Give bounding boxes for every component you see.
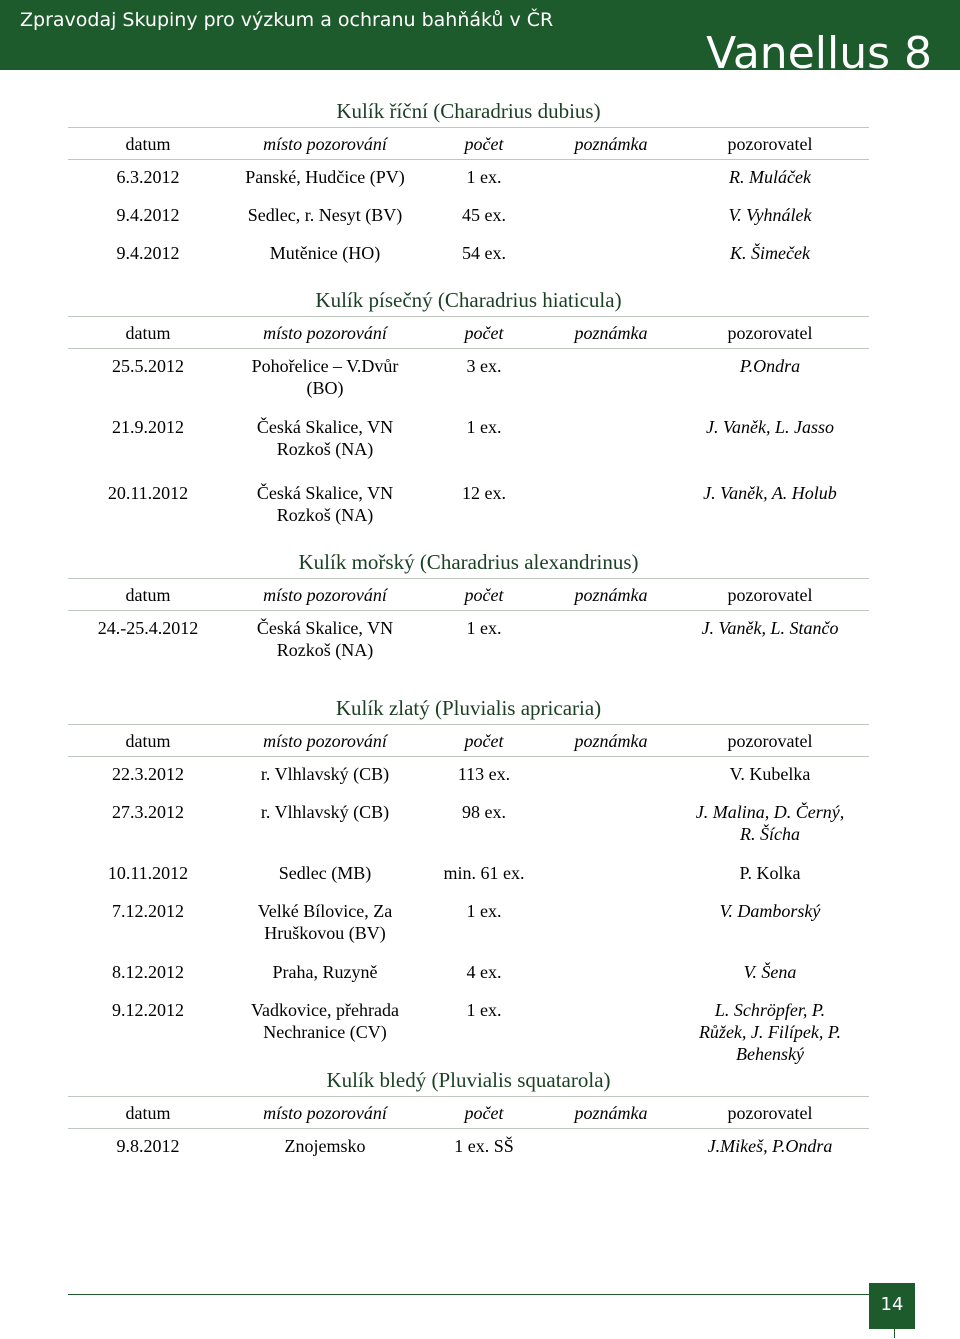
- table-row: [68, 242, 869, 274]
- cell-pozorovatel: [680, 999, 860, 1065]
- column-header: poznámka: [574, 585, 648, 605]
- column-header: poznámka: [574, 1103, 648, 1123]
- cell-misto: [230, 763, 420, 785]
- table-row: [68, 416, 869, 476]
- cell-line: J. Vaněk, L. Jasso: [706, 417, 834, 437]
- cell-datum: 10.11.2012: [107, 863, 189, 883]
- column-header: místo pozorování: [263, 585, 387, 605]
- cell-line: J.Mikeš, P.Ondra: [707, 1136, 833, 1156]
- cell-line: Pohořelice – V.Dvůr: [251, 356, 399, 376]
- cell-line: Růžek, J. Filípek, P.: [698, 1022, 842, 1042]
- cell-line: Velké Bílovice, Za: [257, 901, 393, 921]
- table-header-row: [68, 128, 869, 160]
- cell-misto: [230, 166, 420, 188]
- cell-pocet: 98 ex.: [462, 802, 506, 822]
- cell-line: Sedlec, r. Nesyt (BV): [247, 205, 403, 225]
- table-row: [68, 204, 869, 236]
- table-row: [68, 961, 869, 993]
- cell-pocet: 1 ex.: [466, 167, 502, 187]
- cell-line: K. Šimeček: [730, 243, 810, 263]
- cell-line: V. Damborský: [719, 901, 821, 921]
- species-section: [68, 692, 869, 1069]
- publication-title: Zpravodaj Skupiny pro výzkum a ochranu bahňáků v ČR: [20, 9, 554, 31]
- cell-misto: [230, 999, 420, 1043]
- cell-line: Behenský: [736, 1044, 804, 1064]
- table-row: [68, 999, 869, 1069]
- cell-line: r. Vlhlavský (CB): [260, 802, 390, 822]
- table-header-row: [68, 579, 869, 611]
- cell-line: P.Ondra: [739, 356, 801, 376]
- column-header: datum: [125, 585, 171, 605]
- cell-line: Česká Skalice, VN: [256, 417, 394, 437]
- table-row: [68, 801, 869, 856]
- cell-line: Hruškovou (BV): [264, 923, 386, 943]
- cell-pocet: 113 ex.: [457, 764, 511, 784]
- cell-line: Rozkoš (NA): [276, 505, 374, 525]
- cell-line: R. Muláček: [729, 167, 811, 187]
- cell-line: Vadkovice, přehrada: [251, 1000, 399, 1020]
- column-header: místo pozorování: [263, 731, 387, 751]
- table-header-row: [68, 1097, 869, 1129]
- cell-line: Panské, Hudčice (PV): [245, 167, 405, 187]
- cell-line: Česká Skalice, VN: [256, 618, 394, 638]
- cell-line: (BO): [306, 378, 344, 398]
- cell-pocet: 54 ex.: [462, 243, 506, 263]
- header-bar: [0, 0, 960, 79]
- cell-line: Česká Skalice, VN: [256, 483, 394, 503]
- species-section: [68, 1064, 869, 1167]
- species-title: Kulík zlatý (Pluvialis apricaria): [68, 692, 869, 725]
- cell-line: Rozkoš (NA): [276, 439, 374, 459]
- table-row: [68, 166, 869, 198]
- cell-misto: [230, 204, 420, 226]
- column-header: pozorovatel: [727, 134, 813, 154]
- column-header: poznámka: [574, 134, 648, 154]
- cell-misto: [230, 482, 420, 526]
- column-header: místo pozorování: [263, 323, 387, 343]
- cell-datum: 9.4.2012: [116, 205, 180, 225]
- table-row: [68, 862, 869, 894]
- table-row: [68, 1135, 869, 1167]
- cell-line: J. Vaněk, A. Holub: [703, 483, 837, 503]
- cell-datum: 8.12.2012: [112, 962, 184, 982]
- cell-line: Praha, Ruzyně: [272, 962, 378, 982]
- cell-misto: [230, 900, 420, 944]
- cell-pozorovatel: [680, 416, 860, 438]
- cell-line: J. Vaněk, L. Stančo: [701, 618, 839, 638]
- column-header: datum: [125, 1103, 171, 1123]
- species-title: Kulík písečný (Charadrius hiaticula): [68, 284, 869, 317]
- cell-pozorovatel: [680, 1135, 860, 1157]
- cell-datum: 21.9.2012: [112, 417, 184, 437]
- cell-datum: 20.11.2012: [107, 483, 189, 503]
- column-header: počet: [464, 323, 504, 343]
- table-row: [68, 482, 869, 542]
- cell-line: Znojemsko: [284, 1136, 366, 1156]
- table-header-row: [68, 725, 869, 757]
- cell-datum: 9.4.2012: [116, 243, 180, 263]
- cell-pocet: 1 ex.: [466, 417, 502, 437]
- column-header: místo pozorování: [263, 1103, 387, 1123]
- column-header: počet: [464, 585, 504, 605]
- cell-pozorovatel: [680, 801, 860, 845]
- cell-line: r. Vlhlavský (CB): [260, 764, 390, 784]
- cell-line: Sedlec (MB): [278, 863, 372, 883]
- table-row: [68, 617, 869, 677]
- column-header: počet: [464, 134, 504, 154]
- column-header: datum: [125, 323, 171, 343]
- column-header: poznámka: [574, 323, 648, 343]
- column-header: pozorovatel: [727, 731, 813, 751]
- cell-pozorovatel: [680, 355, 860, 377]
- cell-pozorovatel: [680, 961, 860, 983]
- cell-datum: 9.8.2012: [116, 1136, 180, 1156]
- issue-title: Vanellus 8: [706, 28, 932, 79]
- column-header: datum: [125, 731, 171, 751]
- column-header: datum: [125, 134, 171, 154]
- cell-pozorovatel: [680, 900, 860, 922]
- cell-pozorovatel: [680, 763, 860, 785]
- cell-pozorovatel: [680, 204, 860, 226]
- cell-line: J. Malina, D. Černý,: [695, 802, 845, 822]
- cell-datum: 6.3.2012: [116, 167, 180, 187]
- cell-misto: [230, 801, 420, 823]
- cell-pocet: 1 ex.: [466, 618, 502, 638]
- cell-misto: [230, 617, 420, 661]
- species-section: [68, 284, 869, 542]
- cell-misto: [230, 1135, 420, 1157]
- column-header: poznámka: [574, 731, 648, 751]
- cell-misto: [230, 416, 420, 460]
- column-header: počet: [464, 1103, 504, 1123]
- cell-pocet: 1 ex.: [466, 901, 502, 921]
- cell-datum: 9.12.2012: [112, 1000, 184, 1020]
- cell-pozorovatel: [680, 862, 860, 884]
- cell-misto: [230, 355, 420, 399]
- table-row: [68, 763, 869, 795]
- cell-pozorovatel: [680, 482, 860, 504]
- cell-datum: 25.5.2012: [112, 356, 184, 376]
- footer-divider: [68, 1294, 869, 1295]
- cell-line: Mutěnice (HO): [269, 243, 381, 263]
- species-title: Kulík říční (Charadrius dubius): [68, 95, 869, 128]
- page-number: 14: [869, 1283, 915, 1329]
- table-row: [68, 355, 869, 410]
- species-title: Kulík mořský (Charadrius alexandrinus): [68, 546, 869, 579]
- cell-misto: [230, 862, 420, 884]
- cell-line: Nechranice (CV): [263, 1022, 387, 1042]
- cell-pocet: 4 ex.: [466, 962, 502, 982]
- species-section: [68, 95, 869, 274]
- column-header: pozorovatel: [727, 585, 813, 605]
- cell-line: V. Kubelka: [729, 764, 811, 784]
- column-header: místo pozorování: [263, 134, 387, 154]
- cell-pozorovatel: [680, 242, 860, 264]
- column-header: počet: [464, 731, 504, 751]
- cell-line: P. Kolka: [739, 863, 801, 883]
- cell-pocet: 1 ex. SŠ: [454, 1136, 514, 1156]
- cell-pocet: 12 ex.: [462, 483, 506, 503]
- cell-line: Rozkoš (NA): [276, 640, 374, 660]
- cell-line: L. Schröpfer, P.: [714, 1000, 826, 1020]
- cell-datum: 27.3.2012: [112, 802, 184, 822]
- species-title: Kulík bledý (Pluvialis squatarola): [68, 1064, 869, 1097]
- cell-datum: 7.12.2012: [112, 901, 184, 921]
- column-header: pozorovatel: [727, 1103, 813, 1123]
- cell-line: V. Šena: [743, 962, 797, 982]
- cell-pocet: 1 ex.: [466, 1000, 502, 1020]
- cell-misto: [230, 961, 420, 983]
- cell-pocet: 45 ex.: [462, 205, 506, 225]
- table-header-row: [68, 317, 869, 349]
- cell-pocet: 3 ex.: [466, 356, 502, 376]
- cell-pozorovatel: [680, 617, 860, 639]
- cell-line: V. Vyhnálek: [728, 205, 812, 225]
- cell-pocet: min. 61 ex.: [443, 863, 525, 883]
- cell-misto: [230, 242, 420, 264]
- table-row: [68, 900, 869, 955]
- cell-datum: 24.-25.4.2012: [97, 618, 199, 638]
- cell-line: R. Šícha: [740, 824, 800, 844]
- cell-datum: 22.3.2012: [112, 764, 184, 784]
- column-header: pozorovatel: [727, 323, 813, 343]
- cell-pozorovatel: [680, 166, 860, 188]
- species-section: [68, 546, 869, 677]
- page-number-tick: [894, 1329, 895, 1338]
